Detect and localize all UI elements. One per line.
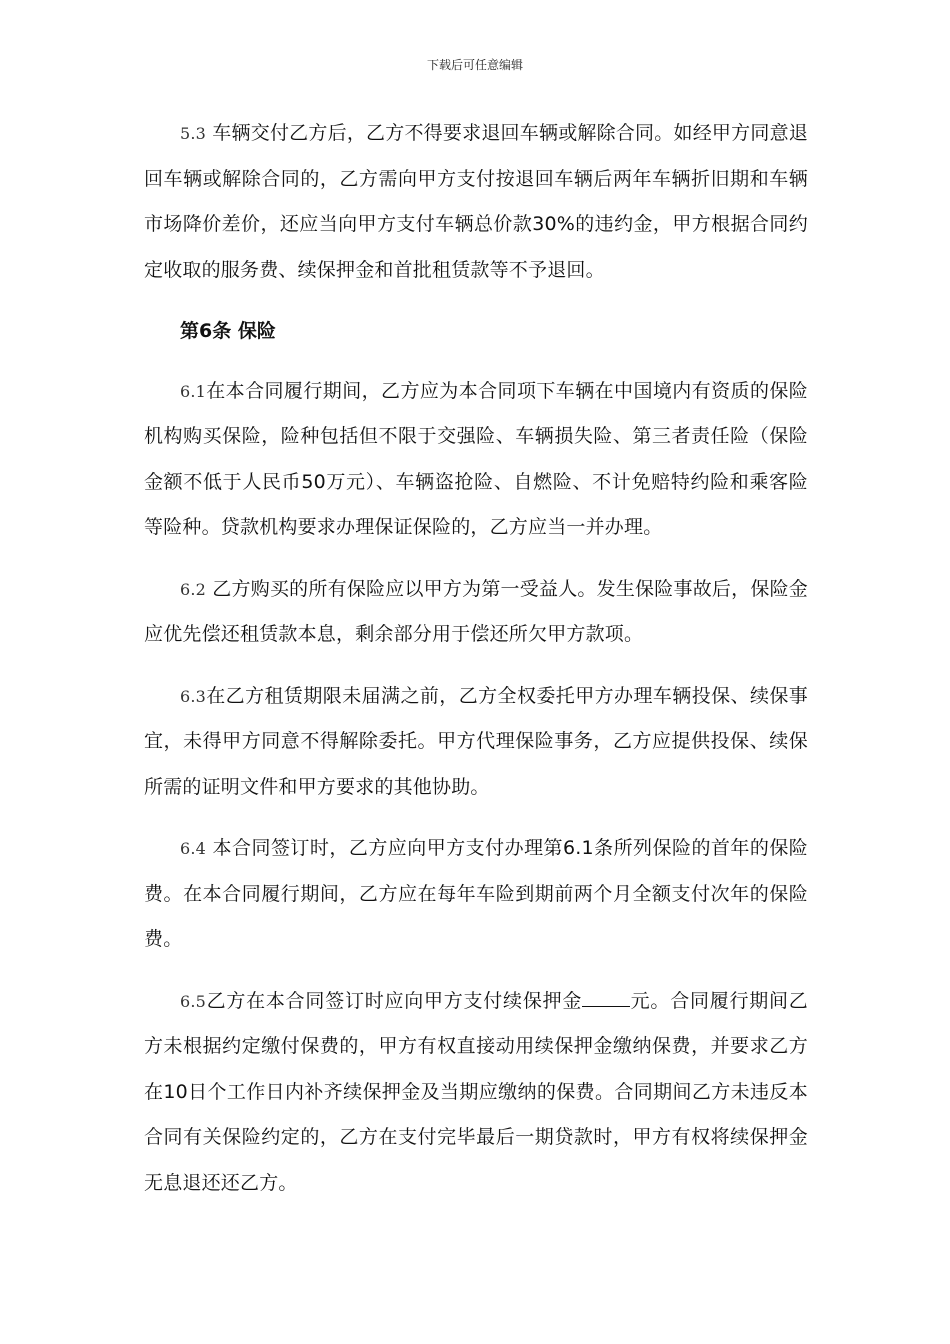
clause-5-3 bbox=[144, 111, 808, 293]
clause-text-after-blank: 元。合同履行期间乙方未根据约定缴付保费的，甲方有权直接动用续保押金缴纳保费，并要求乙方在10日个工作日内补齐续保押金及当期应缴纳的保费。合同期间乙方未违反本合同有关保险约定的，乙方在支付完毕最后一期贷款时，甲方有权将续保押金无息退还还乙方。 bbox=[144, 989, 808, 1194]
clause-6-1 bbox=[144, 369, 808, 551]
clause-text: 车辆交付乙方后，乙方不得要求退回车辆或解除合同。如经甲方同意退回车辆或解除合同的，乙方需向甲方支付按退回车辆后两年车辆折旧期和车辆市场降价差价，还应当向甲方支付车辆总价款30%的违约金，甲方根据合同约定收取的服务费、续保押金和首批租赁款等不予退回。 bbox=[144, 122, 808, 281]
clause-number: 6.1 bbox=[180, 381, 207, 401]
document-body bbox=[144, 111, 808, 1206]
clause-6-2 bbox=[144, 567, 808, 658]
article-6-heading: 第6条 保险 bbox=[180, 320, 276, 342]
clause-number: 6.3 bbox=[180, 686, 207, 706]
clause-text: 本合同签订时，乙方应向甲方支付办理第6.1条所列保险的首年的保险费。在本合同履行期间，乙方应在每年车险到期前两个月全额支付次年的保险费。 bbox=[144, 837, 808, 950]
clause-text: 在乙方租赁期限未届满之前，乙方全权委托甲方办理车辆投保、续保事宜，未得甲方同意不得解除委托。甲方代理保险事务，乙方应提供投保、续保所需的证明文件和甲方要求的其他协助。 bbox=[144, 684, 808, 798]
clause-number: 6.2 bbox=[180, 579, 207, 599]
clause-number: 6.4 bbox=[180, 839, 207, 858]
clause-number: 6.5 bbox=[180, 991, 207, 1011]
clause-text: 乙方购买的所有保险应以甲方为第一受益人。发生保险事故后，保险金应优先偿还租赁款本息，剩余部分用于偿还所欠甲方款项。 bbox=[144, 577, 808, 645]
header-note: 下载后可任意编辑 bbox=[426, 58, 523, 72]
clause-text-before-blank: 乙方在本合同签订时应向甲方支付续保押金 bbox=[206, 989, 583, 1012]
clause-number: 5.3 bbox=[180, 124, 207, 143]
clause-text: 在本合同履行期间，乙方应为本合同项下车辆在中国境内有资质的保险机构购买保险，险种包括但不限于交强险、车辆损失险、第三者责任险（保险金额不低于人民币50万元）、车辆盗抢险、自燃险、不计免赔特约险和乘客险等险种。贷款机构要求办理保证保险的，乙方应当一并办理。 bbox=[144, 379, 808, 538]
clause-6-4 bbox=[144, 826, 808, 963]
clause-6-3 bbox=[144, 674, 808, 811]
clause-6-5 bbox=[144, 979, 808, 1207]
amount-blank bbox=[582, 988, 630, 1007]
